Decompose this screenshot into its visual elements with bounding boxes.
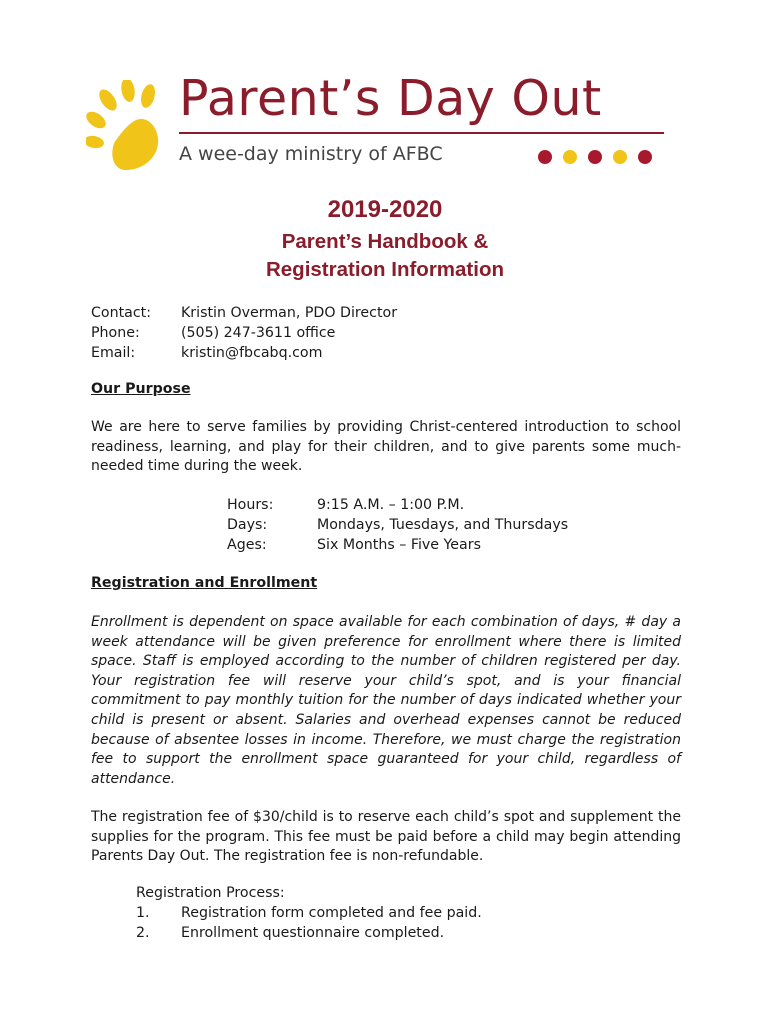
process-step	[136, 923, 482, 943]
logo-dots	[538, 150, 652, 164]
purpose-paragraph: We are here to serve families by providing Christ-centered introduction to school readiness, learning, and play for their children, and to give parents some much-needed time during the week.	[91, 419, 681, 475]
contact-row	[91, 323, 397, 343]
enrollment-paragraph: Enrollment is dependent on space available for each combination of days, # day a week attendance will be given preference for enrollment where there is limited space. Staff is employed according to the number of children registered per day. Your registration fee will reserve your child’s spot, and is your financial commitment to pay monthly tuition for the number of days indicated whether your child is present or absent. Salaries and overhead expenses cannot be reduced because of absentee losses in income. Therefore, we must charge the registration fee to support the enrollment space guaranteed for your child, regardless of attendance.	[91, 614, 681, 787]
logo-dot	[588, 150, 602, 164]
step-text: Enrollment questionnaire completed.	[181, 925, 445, 941]
ages-value: Six Months – Five Years	[317, 537, 481, 553]
logo-title: Parent’s Day Out	[179, 70, 602, 127]
purpose-heading: Our Purpose	[91, 381, 191, 397]
phone-label: Phone:	[91, 325, 140, 341]
sun-logo-icon	[86, 80, 166, 172]
hours-label: Hours:	[227, 497, 274, 513]
logo-subtitle: A wee-day ministry of AFBC	[179, 143, 443, 165]
days-value: Mondays, Tuesdays, and Thursdays	[317, 517, 569, 533]
phone-value: (505) 247-3611 office	[181, 325, 336, 341]
fee-paragraph: The registration fee of $30/child is to reserve each child’s spot and supplement the supplies for the program. This fee must be paid before a child may begin attending Parents Day Out. The registration fee is non-refundable.	[91, 809, 681, 865]
schedule-block	[227, 495, 568, 555]
logo	[86, 70, 676, 178]
logo-dot	[613, 150, 627, 164]
contact-name: Kristin Overman, PDO Director	[181, 305, 398, 321]
schedule-row	[227, 535, 568, 555]
email-value: kristin@fbcabq.com	[181, 345, 323, 361]
hours-value: 9:15 A.M. – 1:00 P.M.	[317, 497, 465, 513]
logo-dot	[538, 150, 552, 164]
document-title-line1: Parent’s Handbook &	[281, 230, 489, 253]
document-title	[0, 228, 770, 284]
step-number: 1.	[136, 905, 150, 921]
registration-heading: Registration and Enrollment	[91, 575, 318, 591]
schedule-row	[227, 495, 568, 515]
registration-process	[136, 883, 482, 943]
process-step	[136, 903, 482, 923]
contact-label: Contact:	[91, 305, 151, 321]
ages-label: Ages:	[227, 537, 267, 553]
contact-block	[91, 303, 397, 363]
logo-dot	[563, 150, 577, 164]
school-year-heading: 2019-2020	[327, 196, 443, 223]
document-title-line2: Registration Information	[265, 258, 505, 281]
email-label: Email:	[91, 345, 136, 361]
process-heading: Registration Process:	[136, 885, 285, 901]
step-text: Registration form completed and fee paid.	[181, 905, 482, 921]
days-label: Days:	[227, 517, 268, 533]
schedule-row	[227, 515, 568, 535]
logo-dot	[638, 150, 652, 164]
contact-row	[91, 303, 397, 323]
step-number: 2.	[136, 925, 150, 941]
logo-divider	[179, 132, 664, 134]
contact-row	[91, 343, 397, 363]
